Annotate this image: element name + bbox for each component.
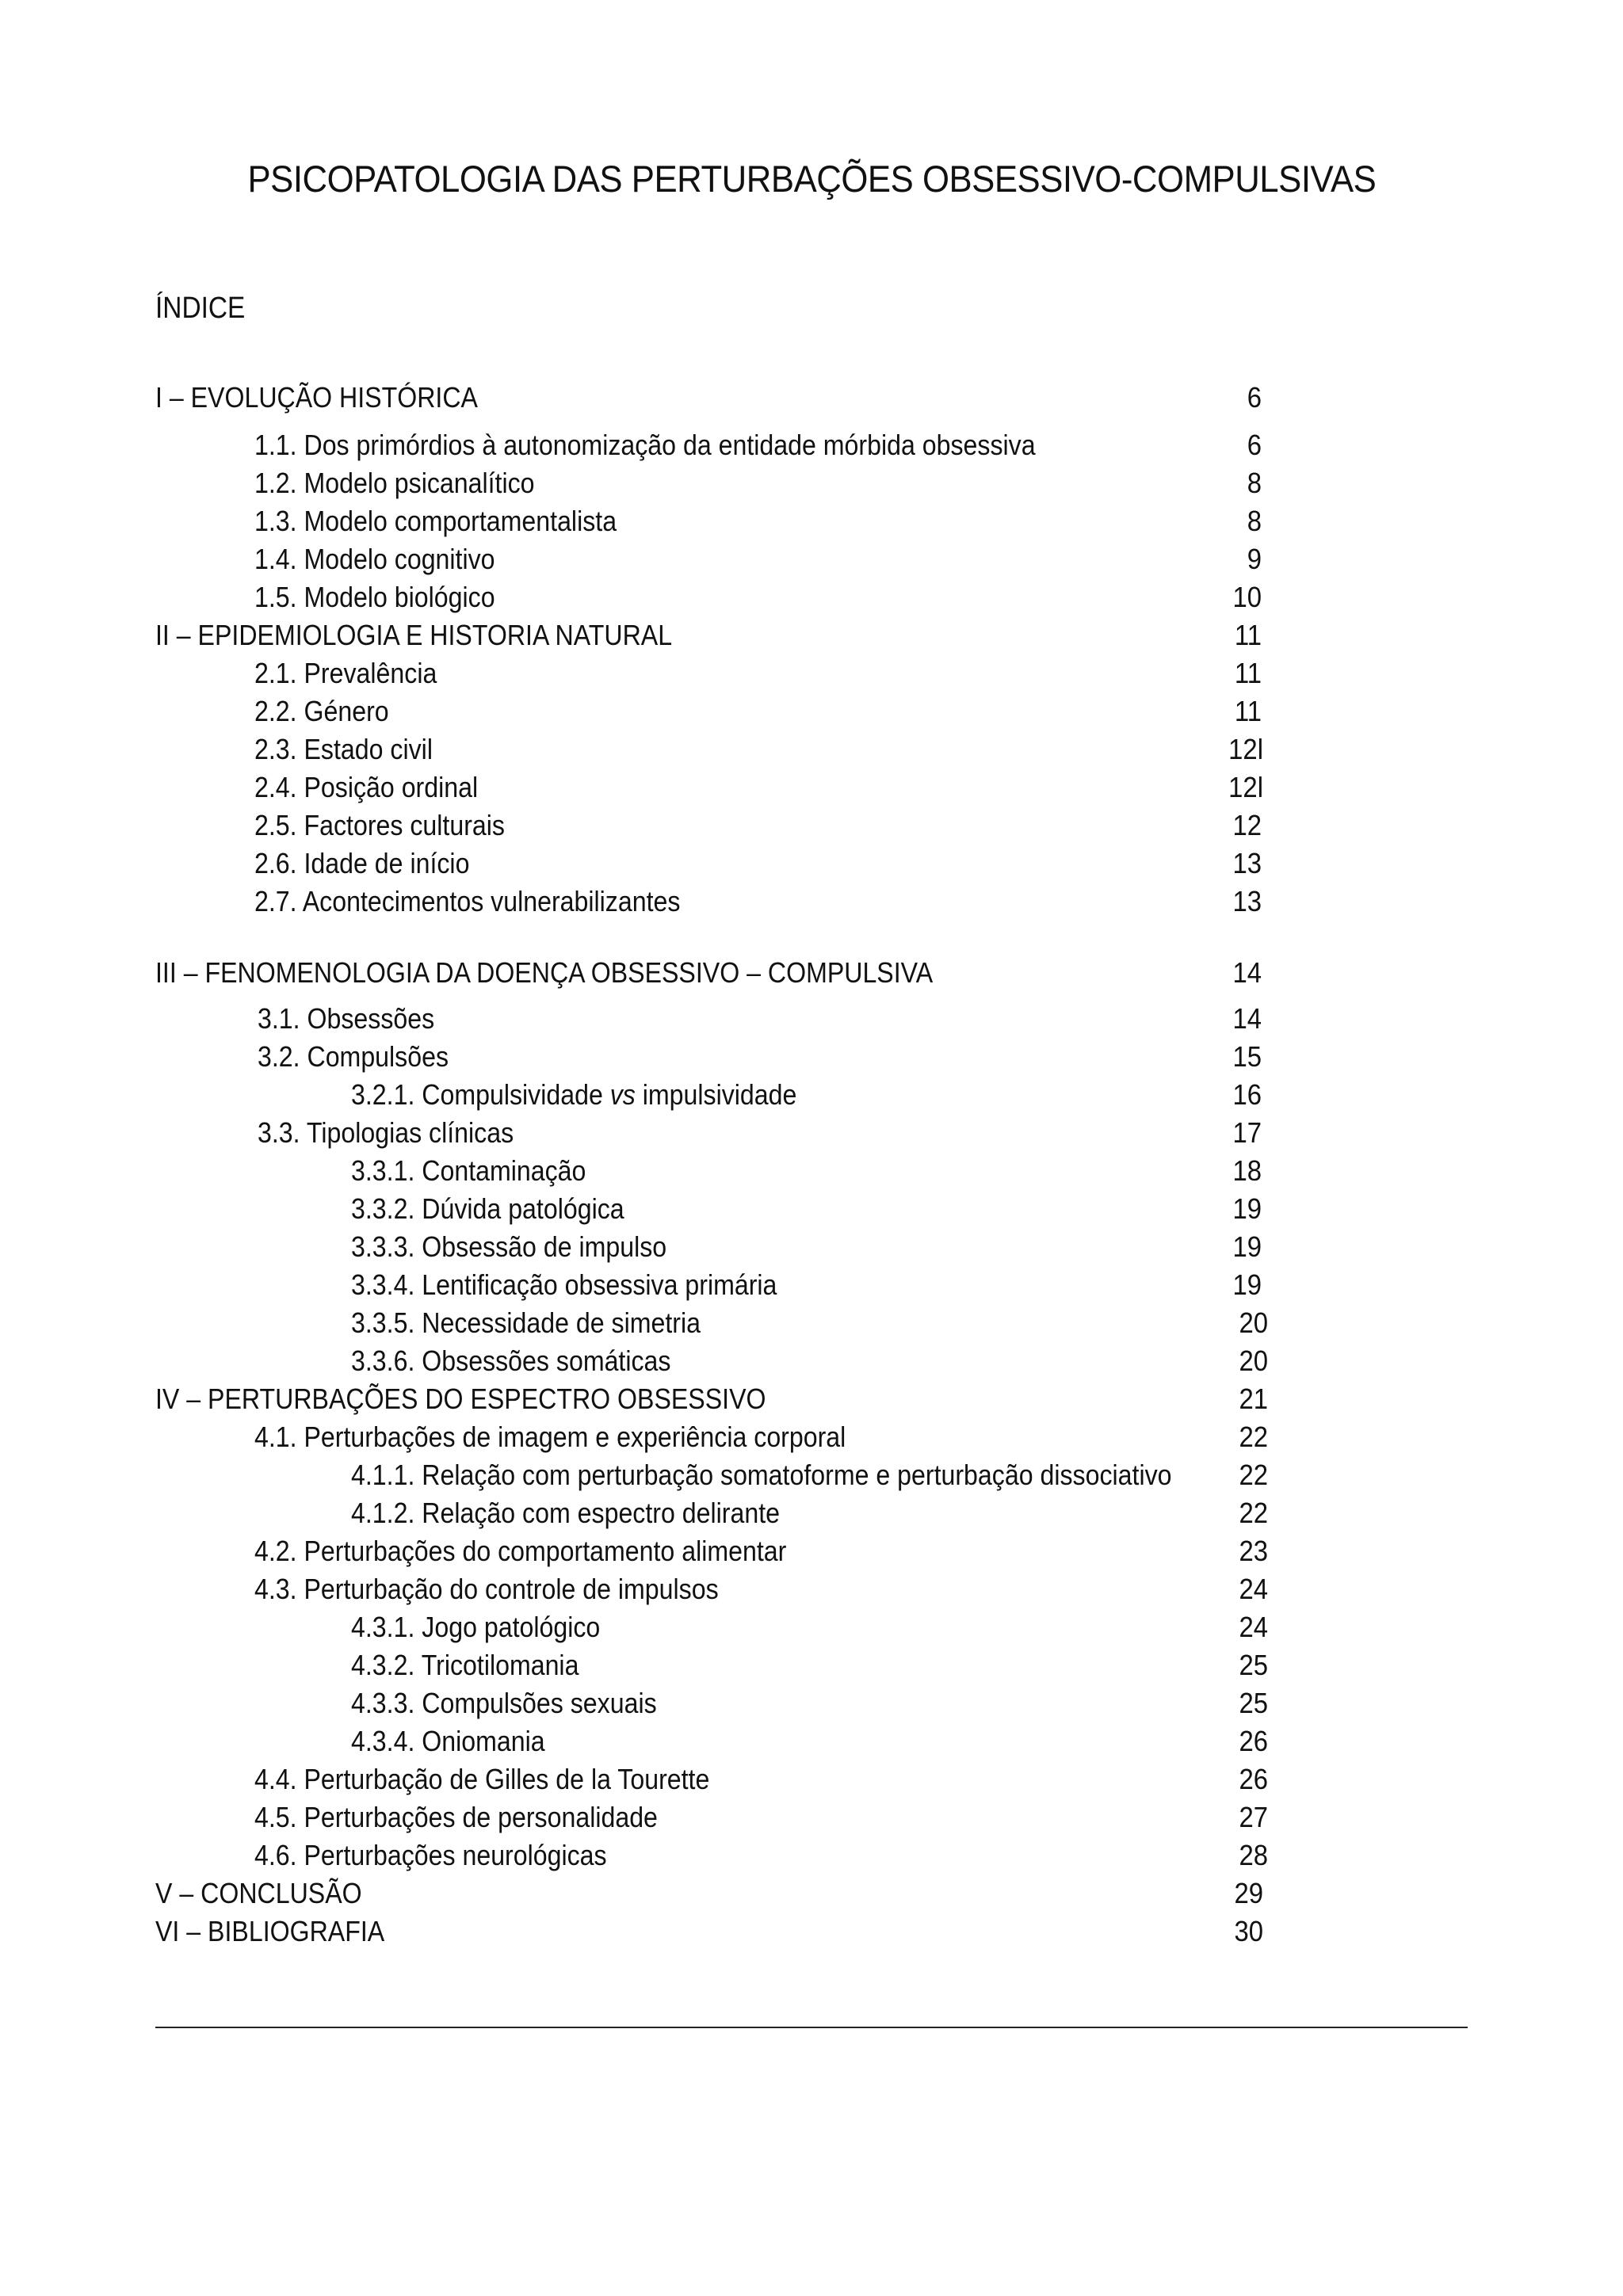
toc-entry-page: 8 (1247, 505, 1262, 537)
toc-entry-label: 3.3.4. Lentificação obsessiva primária (351, 1268, 777, 1301)
toc-entry-page: 28 (1239, 1839, 1268, 1871)
toc-entry-label: 3.2. Compulsões (258, 1040, 449, 1073)
toc-entry-page: 25 (1239, 1687, 1268, 1719)
toc-entry-page: 12l (1228, 771, 1263, 803)
toc-entry-label-part: impulsividade (635, 1078, 797, 1111)
toc-entry-label: 2.3. Estado civil (254, 733, 433, 765)
toc-entry-page: 27 (1239, 1801, 1268, 1833)
toc-entry-label: VI – BIBLIOGRAFIA (155, 1915, 385, 1947)
toc-entry-label: 4.2. Perturbações do comportamento alimentar (254, 1535, 787, 1567)
toc-entry-page: 25 (1239, 1649, 1268, 1681)
toc-entry-label: 2.2. Género (254, 695, 389, 727)
toc-entry-label: V – CONCLUSÃO (155, 1877, 362, 1909)
toc-entry-label: 4.5. Perturbações de personalidade (254, 1801, 658, 1833)
toc-entry-page: 30 (1234, 1915, 1263, 1947)
toc-entry-page: 18 (1232, 1154, 1262, 1187)
toc-entry-page: 24 (1239, 1573, 1268, 1605)
toc-entry-label: 4.6. Perturbações neurológicas (254, 1839, 607, 1871)
toc-entry-page: 6 (1247, 429, 1262, 461)
toc-entry-label: 4.3.2. Tricotilomania (351, 1649, 579, 1681)
toc-entry-label: 1.3. Modelo comportamentalista (254, 505, 617, 537)
toc-entry-label: 3.3.2. Dúvida patológica (351, 1192, 624, 1225)
toc-entry-label: 2.6. Idade de início (254, 847, 470, 879)
toc-entry-label: I – EVOLUÇÃO HISTÓRICA (155, 381, 478, 414)
toc-entry-label: 4.3.3. Compulsões sexuais (351, 1687, 657, 1719)
toc-entry-page: 14 (1232, 1002, 1262, 1035)
toc-entry-page: 10 (1232, 581, 1262, 613)
toc-entry-page: 6 (1247, 381, 1262, 414)
toc-entry-label: 1.2. Modelo psicanalítico (254, 467, 535, 499)
toc-entry-label (351, 1076, 796, 1114)
toc-entry-label: 1.5. Modelo biológico (254, 581, 495, 613)
toc-entry-label: 4.1.2. Relação com espectro delirante (351, 1497, 780, 1529)
toc-entry-label: 2.1. Prevalência (254, 657, 437, 689)
toc-entry-label: 3.3.3. Obsessão de impulso (351, 1230, 667, 1263)
toc-entry-label: III – FENOMENOLOGIA DA DOENÇA OBSESSIVO – COMPULSIVA (155, 956, 934, 989)
toc-entry-label: 4.3. Perturbação do controle de impulsos (254, 1573, 719, 1605)
toc-entry-label: 3.3.1. Contaminação (351, 1154, 586, 1187)
toc-entry-page: 11 (1234, 657, 1262, 689)
toc-entry-page: 13 (1232, 847, 1262, 879)
toc-entry-page: 11 (1234, 695, 1262, 727)
toc-entry-page: 24 (1239, 1611, 1268, 1643)
toc-entry-label: 2.7. Acontecimentos vulnerabilizantes (254, 885, 681, 917)
toc-entry-page: 12l (1228, 733, 1263, 765)
toc-entry-page: 16 (1232, 1078, 1262, 1111)
toc-entry-label: 3.3.6. Obsessões somáticas (351, 1344, 671, 1377)
toc-entry-label: 3.1. Obsessões (258, 1002, 435, 1035)
toc-entry-page: 26 (1239, 1725, 1268, 1757)
toc-entry-page: 29 (1234, 1877, 1263, 1909)
toc-entry-page: 19 (1232, 1230, 1262, 1263)
toc-entry-label: 1.4. Modelo cognitivo (254, 543, 495, 575)
toc-entry-page: 22 (1239, 1459, 1268, 1491)
toc-entry-label: II – EPIDEMIOLOGIA E HISTORIA NATURAL (155, 619, 673, 651)
toc-entry-label: 4.1. Perturbações de imagem e experiência corporal (254, 1421, 846, 1453)
toc-entry-page: 19 (1232, 1268, 1262, 1301)
toc-entry-page: 22 (1239, 1497, 1268, 1529)
toc-entry-page: 15 (1232, 1040, 1262, 1073)
footer-separator-line (155, 2027, 1468, 2028)
toc-entry-label: IV – PERTURBAÇÕES DO ESPECTRO OBSESSIVO (155, 1383, 766, 1415)
toc-entry-page: 22 (1239, 1421, 1268, 1453)
toc-entry-label: 4.1.1. Relação com perturbação somatoforme e perturbação dissociativo (351, 1459, 1172, 1491)
toc-entry-page: 13 (1232, 885, 1262, 917)
toc-entry-label: 2.4. Posição ordinal (254, 771, 479, 803)
toc-entry-page: 20 (1239, 1306, 1268, 1339)
toc-entry-page: 19 (1232, 1192, 1262, 1225)
toc-entry-label-part: 3.2.1. Compulsividade (351, 1078, 610, 1111)
toc-entry-label: 4.3.4. Oniomania (351, 1725, 545, 1757)
index-heading: ÍNDICE (155, 292, 246, 325)
toc-entry-label: 3.3.5. Necessidade de simetria (351, 1306, 701, 1339)
toc-entry-label: 4.3.1. Jogo patológico (351, 1611, 601, 1643)
toc-entry-page: 14 (1232, 956, 1262, 989)
toc-entry-page: 23 (1239, 1535, 1268, 1567)
toc-entry-label: 2.5. Factores culturais (254, 809, 505, 841)
toc-entry-page: 17 (1232, 1116, 1262, 1149)
toc-entry-label: 1.1. Dos primórdios à autonomização da entidade mórbida obsessiva (254, 429, 1036, 461)
toc-entry-page: 21 (1239, 1383, 1268, 1415)
toc-entry-page: 8 (1247, 467, 1262, 499)
toc-entry-page: 26 (1239, 1763, 1268, 1795)
toc-entry-page: 9 (1247, 543, 1262, 575)
toc-entry-page: 20 (1239, 1344, 1268, 1377)
toc-entry-label: 3.3. Tipologias clínicas (258, 1116, 514, 1149)
toc-entry-label: 4.4. Perturbação de Gilles de la Tourette (254, 1763, 710, 1795)
toc-entry-page: 12 (1232, 809, 1262, 841)
toc-entry-page: 11 (1234, 619, 1262, 651)
document-title: PSICOPATOLOGIA DAS PERTURBAÇÕES OBSESSIVO-COMPULSIVAS (247, 158, 1377, 200)
toc-entry-label-emphasis: vs (609, 1078, 636, 1111)
